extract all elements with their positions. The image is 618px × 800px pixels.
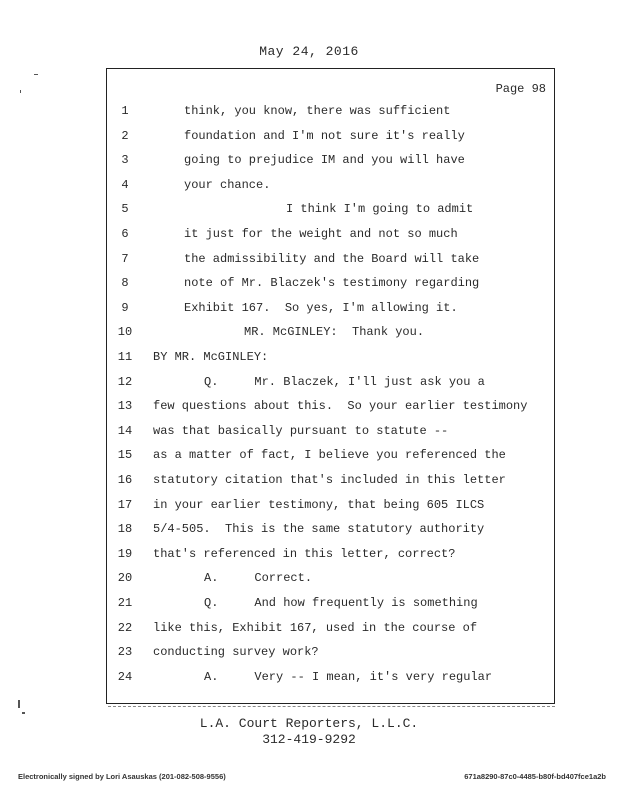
line-text: going to prejudice IM and you will have <box>184 153 465 168</box>
transcript-line <box>0 375 618 395</box>
transcript-line <box>0 571 618 591</box>
esign-notice: Electronically signed by Lori Asauskas (201-082-508-9556) <box>18 772 226 781</box>
line-text: BY MR. McGINLEY: <box>153 350 269 364</box>
line-number: 3 <box>121 153 129 168</box>
line-text: MR. McGINLEY: Thank you. <box>244 325 425 340</box>
line-text: that's referenced in this letter, correct? <box>153 546 456 561</box>
line-text: 5/4-505. This is the same statutory authority <box>153 522 485 537</box>
line-text: statutory citation that's included in this letter <box>153 473 506 487</box>
transcript-line <box>0 276 618 296</box>
line-text: A. Very -- I mean, it's very regular <box>204 669 493 684</box>
line-number: 16 <box>117 473 133 487</box>
footer-company: L.A. Court Reporters, L.L.C. <box>199 716 419 731</box>
transcript-line <box>0 350 618 370</box>
line-text: in your earlier testimony, that being 605 ILCS <box>153 497 485 512</box>
transcript-line <box>0 399 618 419</box>
line-number: 9 <box>121 300 129 315</box>
transcript-line <box>0 104 618 124</box>
line-text: Exhibit 167. So yes, I'm allowing it. <box>184 300 458 315</box>
line-number: 18 <box>117 522 133 537</box>
line-text: conducting survey work? <box>153 645 319 660</box>
line-number: 2 <box>121 128 129 143</box>
line-number: 23 <box>117 645 133 660</box>
line-number: 12 <box>117 374 133 389</box>
line-text: your chance. <box>184 177 271 192</box>
transcript-line <box>0 202 618 222</box>
line-text: foundation and I'm not sure it's really <box>184 128 465 143</box>
line-number: 4 <box>121 177 129 192</box>
line-text: as a matter of fact, I believe you referenced the <box>153 448 506 463</box>
transcript-line <box>0 645 618 665</box>
footer-phone: 312-419-9292 <box>262 732 356 747</box>
line-number: 21 <box>117 596 133 610</box>
line-text: A. Correct. <box>204 571 313 586</box>
transcript-line <box>0 448 618 468</box>
line-number: 17 <box>117 497 133 512</box>
transcript-line <box>0 596 618 616</box>
line-text: note of Mr. Blaczek's testimony regarding <box>184 276 480 291</box>
line-text: few questions about this. So your earlier testimony <box>153 399 528 414</box>
transcript-line <box>0 424 618 444</box>
line-text: it just for the weight and not so much <box>184 227 458 241</box>
line-number: 15 <box>117 448 133 463</box>
document-hash: 671a8290-87c0-4485-b80f-bd407fce1a2b <box>464 772 606 781</box>
transcript-line <box>0 670 618 690</box>
line-text: was that basically pursuant to statute -- <box>153 423 449 438</box>
line-text: Q. And how frequently is something <box>204 596 478 610</box>
scan-speck <box>34 74 38 75</box>
scan-speck <box>18 700 20 708</box>
scan-speck <box>22 712 25 714</box>
transcript-line <box>0 227 618 247</box>
line-text: Q. Mr. Blaczek, I'll just ask you a <box>204 374 485 389</box>
transcript-line <box>0 178 618 198</box>
line-number: 6 <box>121 227 129 241</box>
transcript-line <box>0 621 618 641</box>
line-number: 1 <box>121 104 129 118</box>
line-text: like this, Exhibit 167, used in the course of <box>153 620 478 635</box>
line-number: 19 <box>117 546 133 561</box>
transcript-line <box>0 473 618 493</box>
line-number: 24 <box>117 669 133 684</box>
line-number: 7 <box>121 251 129 266</box>
line-number: 10 <box>117 325 133 340</box>
transcript-line <box>0 252 618 272</box>
line-number: 20 <box>117 571 133 586</box>
line-number: 22 <box>117 620 133 635</box>
line-number: 5 <box>121 202 129 217</box>
transcript-line <box>0 498 618 518</box>
line-number: 13 <box>117 399 133 414</box>
transcript-line <box>0 129 618 149</box>
transcript-line <box>0 522 618 542</box>
transcript-line <box>0 153 618 173</box>
transcript-line <box>0 547 618 567</box>
line-text: the admissibility and the Board will take <box>184 251 480 266</box>
line-text: think, you know, there was sufficient <box>184 104 451 118</box>
transcript-line <box>0 325 618 345</box>
line-number: 8 <box>121 276 129 291</box>
line-text: I think I'm going to admit <box>286 202 474 217</box>
line-number: 14 <box>117 423 133 438</box>
page-number: Page 98 <box>495 82 546 96</box>
scan-speck <box>20 90 21 93</box>
transcript-line <box>0 301 618 321</box>
line-number: 11 <box>117 350 133 364</box>
header-date: May 24, 2016 <box>259 44 359 59</box>
frame-shadow-line <box>108 706 555 707</box>
